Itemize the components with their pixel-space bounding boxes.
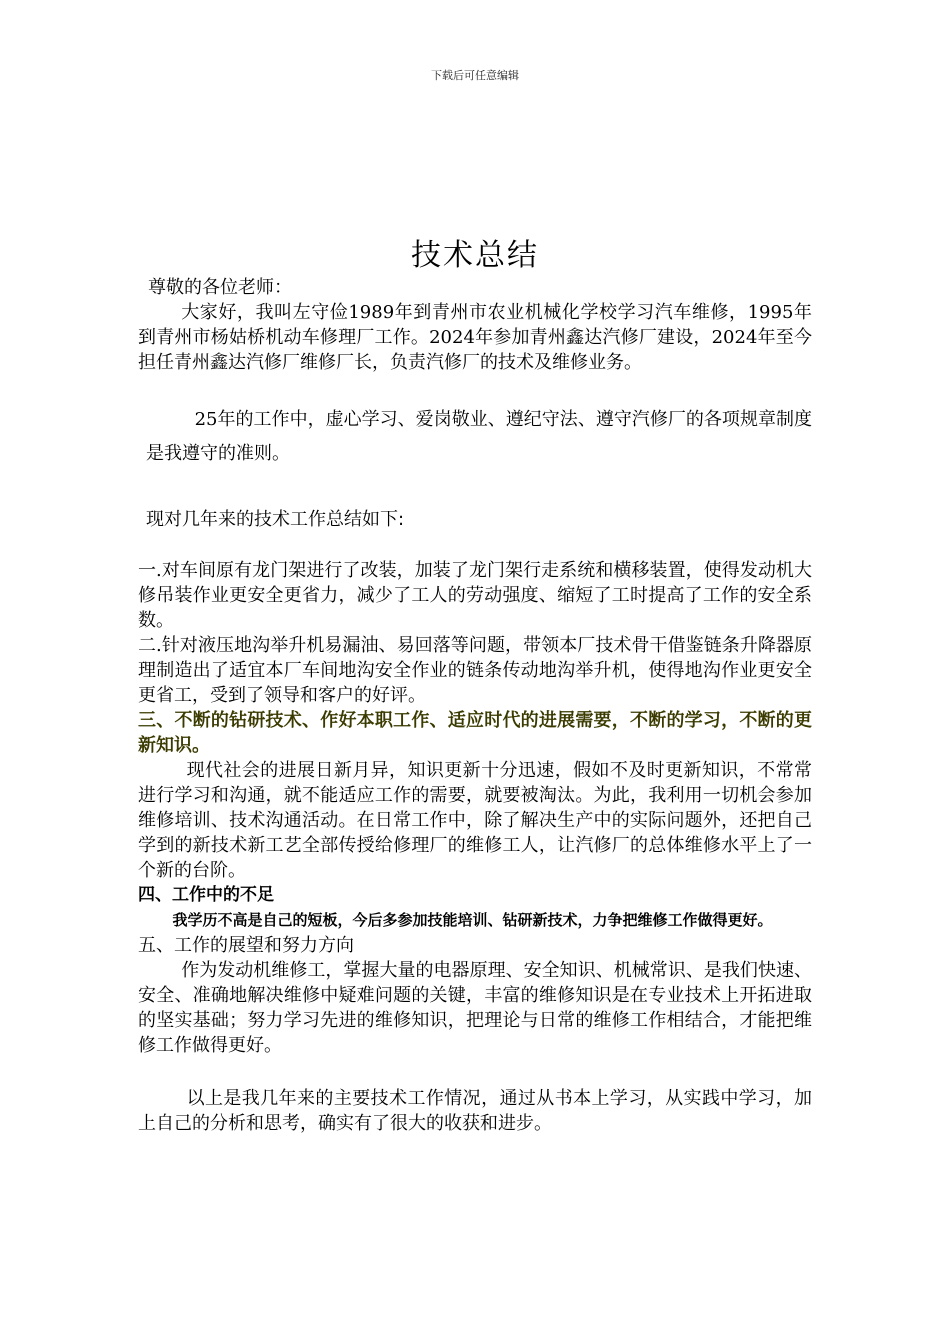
item-4-heading: 四、工作中的不足	[138, 885, 274, 905]
item-4-body: 我学历不高是自己的短板，今后多参加技能培训、钻研新技术，力争把维修工作做得更好。	[172, 911, 773, 929]
item-5-heading: 五、工作的展望和努力方向	[138, 935, 354, 956]
item-3-heading: 三、不断的钻研技术、作好本职工作、适应时代的进展需要，不断的学习，不断的更新知识。	[138, 710, 812, 756]
document-body	[138, 275, 812, 1136]
summary-intro: 现对几年来的技术工作总结如下:	[146, 509, 405, 530]
conclusion-paragraph: 以上是我几年来的主要技术工作情况，通过从书本上学习，从实践中学习，加上自己的分析和思考，确实有了很大的收获和进步。	[138, 1088, 812, 1134]
salutation: 尊敬的各位老师：	[148, 277, 292, 298]
page-header-note: 下载后可任意编辑	[431, 69, 519, 82]
item-1-paragraph: 一.对车间原有龙门架进行了改装，加装了龙门架行走系统和横移装置，使得发动机大修吊装作业更安全更省力，减少了工人的劳动强度、缩短了工时提高了工作的安全系数。	[138, 560, 812, 631]
document-title: 技术总结	[411, 238, 539, 273]
item-5-body: 作为发动机维修工，掌握大量的电器原理、安全知识、机械常识、是我们快速、安全、准确地解决维修中疑难问题的关键，丰富的维修知识是在专业技术上开拓进取的坚实基础；努力学习先进的维修知识，把理论与日常的维修工作相结合，才能把维修工作做得更好。	[138, 960, 812, 1056]
item-2-paragraph: 二.针对液压地沟举升机易漏油、易回落等问题，带领本厂技术骨干借鉴链条升降器原理制造出了适宜本厂车间地沟安全作业的链条传动地沟举升机，使得地沟作业更安全更省工，受到了领导和客户的好评。	[138, 635, 812, 706]
item-3-body: 现代社会的进展日新月异，知识更新十分迅速，假如不及时更新知识，不常常进行学习和沟通，就不能适应工作的需要，就要被淘汰。为此，我利用一切机会参加维修培训、技术沟通活动。在日常工作中，除了解决生产中的实际问题外，还把自己学到的新技术新工艺全部传授给修理厂的维修工人，让汽修厂的总体维修水平上了一个新的台阶。	[138, 760, 812, 881]
principles-paragraph: 25年的工作中，虚心学习、爱岗敬业、遵纪守法、遵守汽修厂的各项规章制度是我遵守的准则。	[146, 409, 812, 464]
intro-paragraph: 大家好，我叫左守俭1989年到青州市农业机械化学校学习汽车维修，1995年到青州市杨姑桥机动车修理厂工作。2024年参加青州鑫达汽修厂建设，2024年至今担任青州鑫达汽修厂维修厂长，负责汽修厂的技术及维修业务。	[138, 302, 812, 373]
